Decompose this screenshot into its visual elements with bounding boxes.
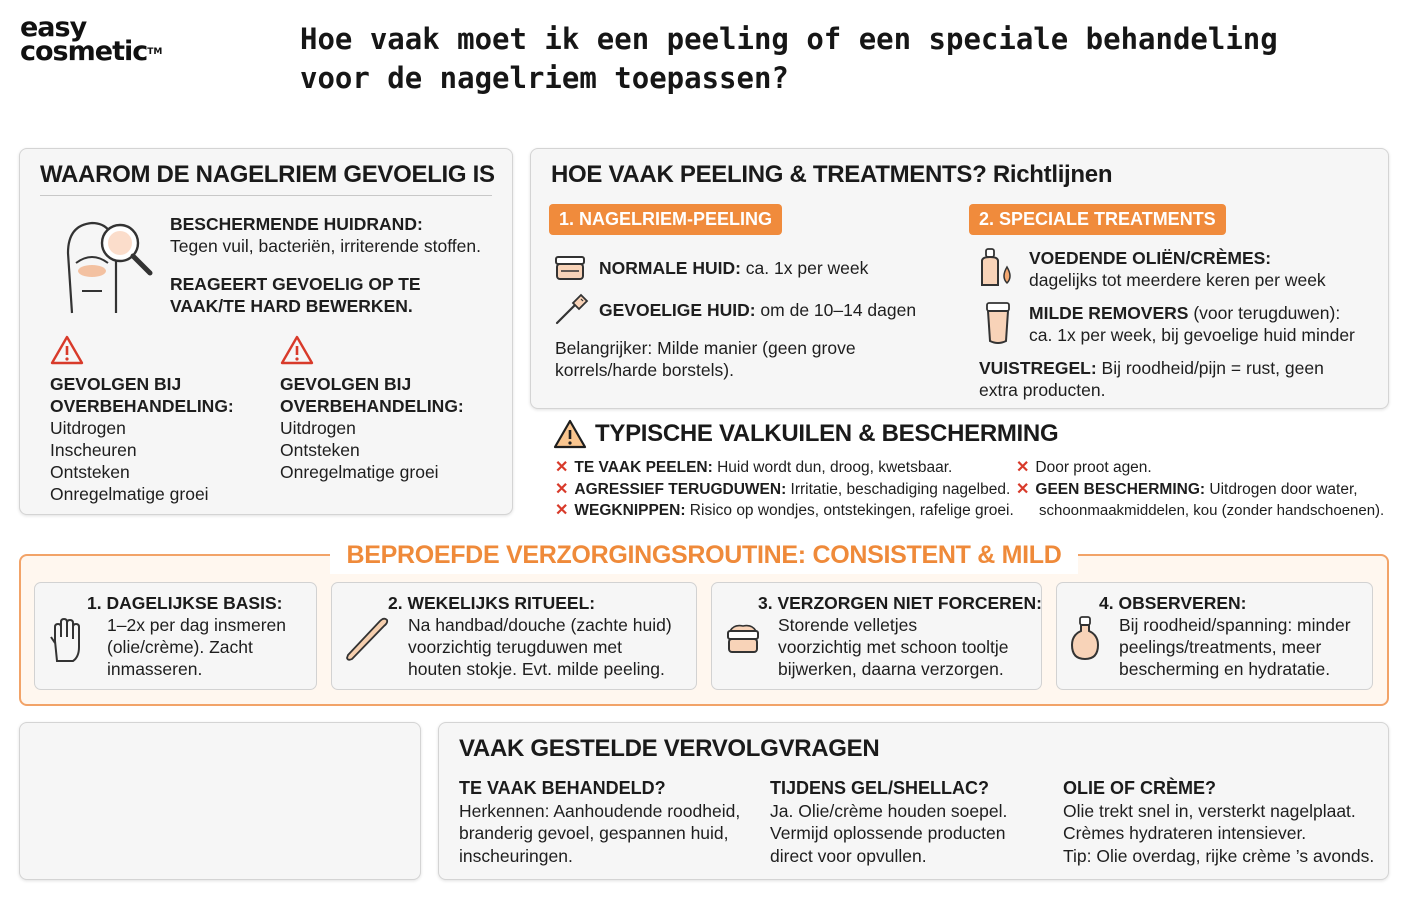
faq-answer-line: direct voor opvullen. (770, 846, 927, 866)
title-line2: voor de nagelriem toepassen? (300, 61, 789, 95)
routine-card-no-force (711, 582, 1042, 690)
pitfall-text: Huid wordt dun, droog, kwetsbaar. (712, 459, 953, 476)
routine-heading: BEPROEFDE VERZORGINGSROUTINE: CONSISTENT & MILD (330, 536, 1078, 574)
pitfalls-heading: TYPISCHE VALKUILEN & BESCHERMING (595, 420, 1059, 447)
pitfall-label: GEEN BESCHERMING: (1035, 481, 1206, 498)
consequences-title-1a: GEVOLGEN BIJ (50, 374, 182, 394)
cream-jar-icon (724, 621, 762, 655)
consequence-item: Uitdrogen (280, 418, 356, 438)
sensitive-skin-label: GEVOELIGE HUID: (599, 300, 756, 320)
pitfall-item (1016, 479, 1358, 500)
cross-icon: ✕ (1016, 481, 1030, 498)
removers-line1 (1029, 302, 1340, 324)
removers-label: MILDE REMOVERS (1029, 303, 1189, 323)
faq-answer-line: Ja. Olie/crème houden soepel. (770, 801, 1008, 821)
removers-line2: ca. 1x per week, bij gevoelige huid minder (1029, 325, 1355, 345)
rule-label: VUISTREGEL: (979, 358, 1097, 378)
remover-tube-icon (983, 301, 1013, 345)
sensitive-skin-text: om de 10–14 dagen (755, 300, 917, 320)
faq-answer-line: Vermijd oplossende producten (770, 823, 1006, 843)
faq-question: TIJDENS GEL/SHELLAC? (770, 778, 990, 798)
peeling-tag: 1. NAGELRIEM-PEELING (549, 204, 782, 235)
pitfall-text: Door proot agen. (1035, 459, 1152, 476)
cross-icon: ✕ (555, 502, 569, 519)
why-sensitive-panel (19, 148, 513, 515)
rule-line1 (979, 357, 1324, 379)
pitfall-item (1016, 457, 1152, 478)
why-divider (40, 195, 492, 196)
rule-line2: extra producten. (979, 380, 1106, 400)
frequency-panel (530, 148, 1389, 409)
warning-icon (280, 335, 314, 365)
brand-tm: TM (147, 47, 163, 57)
normal-skin-line (599, 257, 868, 279)
routine-card-observe (1056, 582, 1373, 690)
oils-text: dagelijks tot meerdere keren per week (1029, 270, 1326, 290)
pitfall-continuation: schoonmaakmiddelen, kou (zonder handschoenen). (1039, 502, 1385, 519)
card-line: houten stokje. Evt. milde peeling. (408, 659, 665, 679)
treatments-tag: 2. SPECIALE TREATMENTS (969, 204, 1226, 235)
protect-text: Tegen vuil, bacteriën, irriterende stoffen. (170, 236, 481, 256)
brush-icon (553, 291, 589, 327)
warning-icon (50, 335, 84, 365)
card-head: 4. OBSERVEREN: (1099, 593, 1247, 613)
page-title (300, 20, 1278, 98)
important-line1: Belangrijker: Milde manier (geen grove (555, 338, 856, 358)
reacts-line2: VAAK/TE HARD BEWERKEN. (170, 296, 413, 316)
card-line: Bij roodheid/spanning: minder (1119, 615, 1351, 635)
faq-answer-line: inscheuringen. (459, 846, 573, 866)
normal-skin-text: ca. 1x per week (740, 258, 869, 278)
faq-panel (438, 722, 1389, 880)
pitfall-label: WEGKNIPPEN: (574, 502, 686, 519)
card-line: bescherming en hydratatie. (1119, 659, 1331, 679)
consequence-item: Onregelmatige groei (50, 484, 209, 504)
pitfall-item (555, 479, 1010, 500)
consequences-title-2a: GEVOLGEN BIJ (280, 374, 412, 394)
warning-icon (553, 419, 587, 449)
cross-icon: ✕ (555, 481, 569, 498)
cross-icon: ✕ (1016, 459, 1030, 476)
cream-jar-icon (553, 253, 587, 283)
card-line: (olie/crème). Zacht (107, 637, 253, 657)
wooden-stick-icon (344, 615, 390, 661)
brand-line2: cosmetic (20, 36, 148, 67)
faq-question: OLIE OF CRÈME? (1063, 778, 1216, 798)
pitfall-item (555, 457, 952, 478)
consequence-item: Ontsteken (280, 440, 360, 460)
faq-answer-line: Tip: Olie overdag, rijke crème ’s avonds. (1063, 846, 1375, 866)
consequence-item: Inscheuren (50, 440, 137, 460)
brand-logo (20, 12, 163, 67)
card-line: peelings/treatments, meer (1119, 637, 1322, 657)
removers-text1: (voor terugduwen): (1188, 303, 1341, 323)
pitfall-text: Uitdrogen door water, (1205, 481, 1358, 498)
card-head: 2. WEKELIJKS RITUEEL: (388, 593, 596, 613)
brand-line1: easy (20, 12, 87, 43)
empty-panel (19, 722, 421, 880)
pitfall-text: Risico op wondjes, ontstekingen, rafelige groei. (685, 502, 1014, 519)
faq-answer-line: Herkennen: Aanhoudende roodheid, (459, 801, 741, 821)
consequence-item: Onregelmatige groei (280, 462, 439, 482)
pitfall-label: TE VAAK PEELEN: (574, 459, 713, 476)
consequence-item: Uitdrogen (50, 418, 126, 438)
faq-answer-line: Olie trekt snel in, versterkt nagelplaat. (1063, 801, 1356, 821)
hand-icon (49, 617, 83, 663)
card-line: 1–2x per dag insmeren (107, 615, 286, 635)
protect-label: BESCHERMENDE HUIDRAND: (170, 214, 423, 234)
oils-label: VOEDENDE OLIËN/CRÈMES: (1029, 248, 1272, 268)
card-line: Na handbad/douche (zachte huid) (408, 615, 672, 635)
card-line: voorzichtig terugduwen met (408, 637, 622, 657)
faq-question: TE VAAK BEHANDELD? (459, 778, 666, 798)
consequence-item: Ontsteken (50, 462, 130, 482)
card-line: inmasseren. (107, 659, 203, 679)
pitfall-item (555, 500, 1014, 521)
consequences-title-2b: OVERBEHANDELING: (280, 396, 464, 416)
rule-text1: Bij roodheid/pijn = rust, geen (1096, 358, 1324, 378)
sensitive-skin-line (599, 299, 916, 321)
card-head: 3. VERZORGEN NIET FORCEREN: (758, 593, 1042, 613)
reacts-line1: REAGEERT GEVOELIG OP TE (170, 274, 421, 294)
routine-card-daily (34, 582, 317, 690)
title-line1: Hoe vaak moet ik een peeling of een speciale behandeling (300, 22, 1278, 56)
faq-answer-line: branderig gevoel, gespannen huid, (459, 823, 729, 843)
cross-icon: ✕ (555, 459, 569, 476)
faq-answer-line: Crèmes hydrateren intensiever. (1063, 823, 1307, 843)
card-head: 1. DAGELIJKSE BASIS: (87, 593, 283, 613)
routine-card-weekly (331, 582, 697, 690)
card-line: bijwerken, daarna verzorgen. (778, 659, 1004, 679)
pitfall-label: AGRESSIEF TERUGDUWEN: (574, 481, 787, 498)
card-line: voorzichtig met schoon tooltje (778, 637, 1009, 657)
oil-dropper-icon (977, 247, 1017, 289)
why-heading: WAAROM DE NAGELRIEM GEVOELIG IS (40, 161, 495, 188)
finger-magnifier-icon (58, 213, 154, 315)
frequency-heading: HOE VAAK PEELING & TREATMENTS? Richtlijnen (551, 161, 1113, 188)
important-line2: korrels/harde borstels). (555, 360, 734, 380)
faq-heading: VAAK GESTELDE VERVOLGVRAGEN (459, 735, 880, 762)
normal-skin-label: NORMALE HUID: (599, 258, 741, 278)
card-line: Storende velletjes (778, 615, 918, 635)
pitfall-text: Irritatie, beschadiging nagelbed. (786, 481, 1011, 498)
consequences-title-1b: OVERBEHANDELING: (50, 396, 234, 416)
oil-bottle-icon (1069, 615, 1101, 661)
